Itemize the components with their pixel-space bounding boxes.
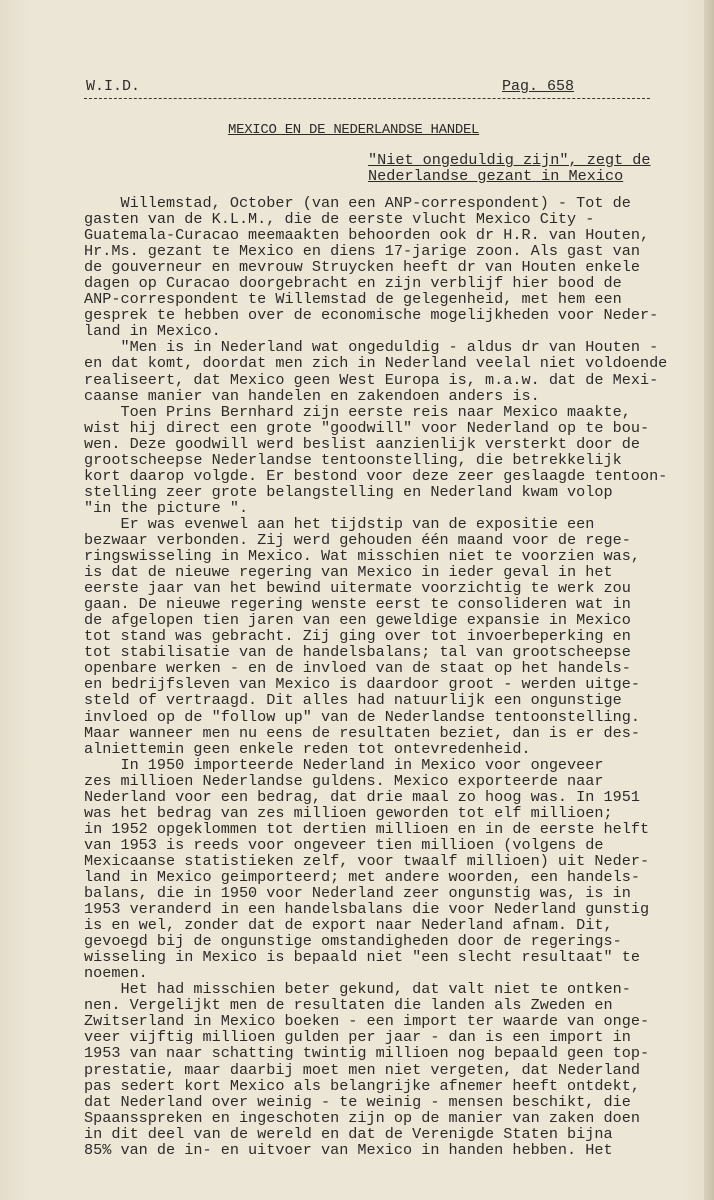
body-line: in dit deel van de wereld en dat de Verenigde Staten bijna	[84, 1124, 613, 1143]
body-line: caanse manier van handelen en zakendoen anders is.	[84, 386, 540, 405]
header-page-number: Pag. 658	[502, 78, 575, 95]
body-line: nen. Vergelijkt men de resultaten die landen als Zweden en	[84, 996, 613, 1015]
body-line: wist hij direct een grote "goodwill" voor Nederland op te bou-	[84, 418, 650, 437]
body-line: alniettemin geen enkele reden tot ontevredenheid.	[84, 739, 531, 758]
body-line: wisseling in Mexico is bepaald niet "een slecht resultaat" te	[84, 948, 640, 967]
body-line: was het bedrag van zes millioen geworden tot elf millioen;	[84, 803, 613, 822]
body-line: dagen op Curacao doorgebracht en zijn verblijf hier bood de	[84, 274, 622, 293]
body-line: Nederland voor een bedrag, dat drie maal zo hoog was. In 1951	[84, 787, 640, 806]
body-line: Toen Prins Bernhard zijn eerste reis naar Mexico maakte,	[84, 402, 631, 421]
body-line: In 1950 importeerde Nederland in Mexico voor ongeveer	[84, 755, 604, 774]
body-line: dat Nederland over weinig - te weinig - mensen beschikt, die	[84, 1092, 631, 1111]
body-line: ANP-correspondent te Willemstad de gelegenheid, met hem een	[84, 290, 622, 309]
body-line: steld of vertraagd. Dit alles had natuurlijk een ongunstige	[84, 691, 622, 710]
body-line: "in the picture ".	[84, 498, 249, 517]
body-line: "Men is in Nederland wat ongeduldig - aldus dr van Houten -	[84, 338, 659, 357]
body-line: in 1952 opgeklommen tot dertien millioen en in de eerste helft	[84, 819, 650, 838]
body-line: land in Mexico geimporteerd; met andere woorden, een handels-	[84, 867, 640, 886]
body-line: tot stabilisatie van de handelsbalans; tal van grootscheepse	[84, 643, 631, 662]
body-line: Zwitserland in Mexico boeken - een import ter waarde van onge-	[84, 1012, 650, 1031]
body-line: en dat komt, doordat men zich in Nederland veelal niet voldoende	[84, 354, 668, 373]
body-line: de gouverneur en mevrouw Struycken heeft dr van Houten enkele	[84, 258, 640, 277]
body-line: 1953 van naar schatting twintig millioen nog bepaald geen top-	[84, 1044, 650, 1063]
body-line: invloed op de "follow up" van de Nederlandse tentoonstelling.	[84, 707, 640, 726]
body-line: Guatemala-Curacao meemaakten behoorden ook dr H.R. van Houten,	[84, 226, 650, 245]
body-line: is en wel, zonder dat de export naar Nederland afnam. Dit,	[84, 916, 613, 935]
body-line: stelling zeer grote belangstelling en Nederland kwam volop	[84, 482, 613, 501]
body-line: ringswisseling in Mexico. Wat misschien niet te voorzien was,	[84, 547, 640, 566]
body-line: gesprek te hebben over de economische mogelijkheden voor Neder-	[84, 306, 659, 325]
body-line: prestatie, maar daarbij moet men niet vergeten, dat Nederland	[84, 1060, 640, 1079]
body-line: van 1953 is reeds voor ongeveer tien millioen (volgens de	[84, 835, 604, 854]
body-line: de afgelopen tien jaren van een geweldige expansie in Mexico	[84, 611, 631, 630]
body-line: land in Mexico.	[84, 322, 221, 341]
body-line: zes millioen Nederlandse guldens. Mexico exporteerde naar	[84, 771, 604, 790]
body-line: Hr.Ms. gezant te Mexico en diens 17-jarige zoon. Als gast van	[84, 242, 640, 261]
body-line: Spaansspreken en ingeschoten zijn op de manier van zaken doen	[84, 1108, 640, 1127]
subtitle-line: Nederlandse gezant in Mexico	[368, 167, 624, 185]
article-body	[84, 195, 684, 1158]
body-line: Willemstad, October (van een ANP-correspondent) - Tot de	[84, 194, 631, 212]
body-line: grootscheepse Nederlandse tentoonstelling, die betrekkelijk	[84, 450, 622, 469]
body-line: 85% van de in- en uitvoer van Mexico in handen hebben. Het	[84, 1140, 613, 1159]
article-subtitle	[368, 152, 668, 184]
body-line: gevoegd bij de ongunstige omstandigheden door de regerings-	[84, 932, 622, 951]
body-line: gaan. De nieuwe regering wenste eerst te consolideren wat in	[84, 595, 631, 614]
body-line: tot stand was gebracht. Zij ging over tot invoerbeperking en	[84, 627, 631, 646]
body-line: Er was evenwel aan het tijdstip van de expositie een	[84, 514, 595, 533]
body-line: eerste jaar van het bewind uitermate voorzichtig te werk zou	[84, 579, 631, 598]
body-line: Maar wanneer men nu eens de resultaten beziet, dan is er des-	[84, 723, 640, 742]
subtitle-line: "Niet ongeduldig zijn", zegt de	[368, 151, 651, 169]
body-line: noemen.	[84, 964, 148, 983]
body-line: Mexicaanse statistieken zelf, voor twaalf millioen) uit Neder-	[84, 851, 650, 870]
body-line: kort daarop volgde. Er bestond voor deze zeer geslaagde tentoon-	[84, 466, 668, 485]
page-edge-shadow	[704, 0, 714, 1200]
header-publication: W.I.D.	[86, 78, 141, 95]
body-line: Het had misschien beter gekund, dat valt niet te ontken-	[84, 980, 631, 999]
body-line: bezwaar verbonden. Zij werd gehouden één maand voor de rege-	[84, 530, 631, 549]
body-line: veer vijftig millioen gulden per jaar - dan is een import in	[84, 1028, 631, 1047]
body-line: wen. Deze goodwill werd beslist aanzienlijk versterkt door de	[84, 434, 640, 453]
body-line: openbare werken - en de invloed van de staat op het handels-	[84, 659, 631, 678]
body-line: en bedrijfsleven van Mexico is daardoor groot - werden uitge-	[84, 675, 640, 694]
body-line: gasten van de K.L.M., die de eerste vlucht Mexico City -	[84, 210, 595, 229]
body-line: is dat de nieuwe regering van Mexico in ieder geval in het	[84, 563, 613, 582]
body-line: 1953 veranderd in een handelsbalans die voor Nederland gunstig	[84, 900, 650, 919]
page-header	[84, 78, 650, 99]
body-line: realiseert, dat Mexico geen West Europa is, m.a.w. dat de Mexi-	[84, 370, 659, 389]
body-line: pas sedert kort Mexico als belangrijke afnemer heeft ontdekt,	[84, 1076, 640, 1095]
article-title: MEXICO EN DE NEDERLANDSE HANDEL	[228, 122, 480, 138]
body-line: balans, die in 1950 voor Nederland zeer ongunstig was, is in	[84, 884, 631, 903]
